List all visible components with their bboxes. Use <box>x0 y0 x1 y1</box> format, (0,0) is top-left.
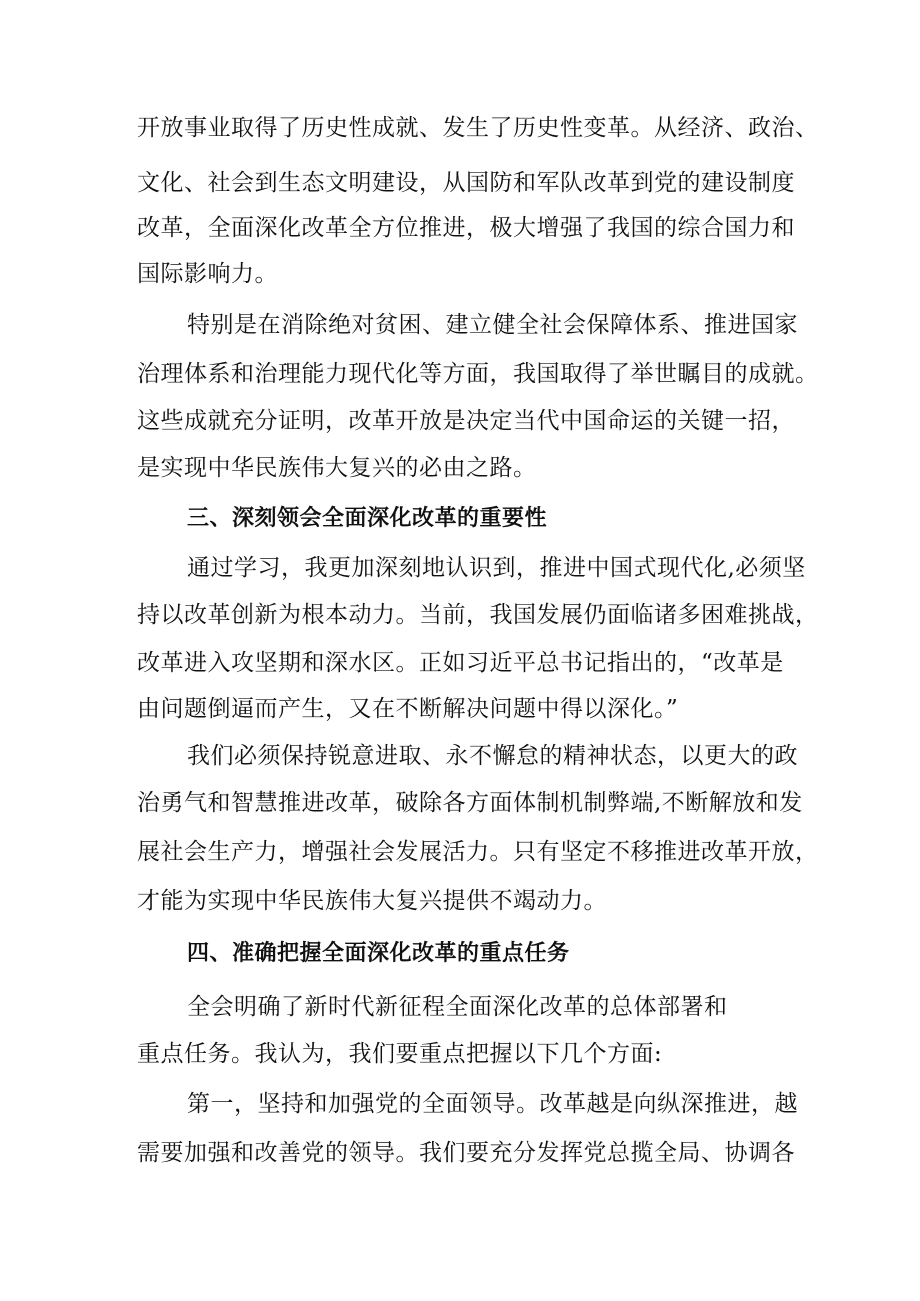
body-text-line: 开放事业取得了历史性成就、发生了历史性变革。从经济、政治、 <box>137 115 819 141</box>
body-text-line: 持以改革创新为根本动力。当前，我国发展仍面临诸多困难挑战， <box>137 602 819 628</box>
body-text-line: 改革进入攻坚期和深水区。正如习近平总书记指出的，“改革是 <box>137 650 784 676</box>
body-text-line: 这些成就充分证明，改革开放是决定当代中国命运的关键一招， <box>137 408 795 434</box>
body-text-line: 才能为实现中华民族伟大复兴提供不竭动力。 <box>137 888 607 914</box>
body-text-line: 文化、社会到生态文明建设，从国防和军队改革到党的建设制度 <box>137 170 795 196</box>
body-text-line: 展社会生产力，增强社会发展活力。只有坚定不移推进改革开放， <box>137 839 819 865</box>
body-text-line: 治理体系和治理能力现代化等方面，我国取得了举世瞩目的成就。 <box>137 361 819 387</box>
body-text-line: 是实现中华民族伟大复兴的必由之路。 <box>137 455 537 481</box>
body-text-line: 治勇气和智慧推进改革，破除各方面体制机制弊端,不断解放和发 <box>137 790 803 816</box>
section-heading-3: 三、深刻领会全面深化改革的重要性 <box>187 506 548 531</box>
body-text-line: 国际影响力。 <box>137 261 278 287</box>
section-heading-4: 四、准确把握全面深化改革的重点任务 <box>187 941 570 966</box>
body-text-line: 重点任务。我认为，我们要重点把握以下几个方面: <box>137 1041 663 1067</box>
paragraph-first-line: 通过学习，我更加深刻地认识到，推进中国式现代化,必须坚 <box>187 555 806 581</box>
body-text-line: 需要加强和改善党的领导。我们要充分发挥党总揽全局、协调各 <box>137 1140 795 1166</box>
paragraph-first-line: 第一，坚持和加强党的全面领导。改革越是向纵深推进，越 <box>187 1091 798 1117</box>
paragraph-first-line: 特别是在消除绝对贫困、建立健全社会保障体系、推进国家 <box>187 312 798 338</box>
paragraph-first-line: 我们必须保持锐意进取、永不懈怠的精神状态，以更大的政 <box>187 743 798 769</box>
body-text-line: 由问题倒逼而产生，又在不断解决问题中得以深化。” <box>137 696 679 722</box>
body-text-line: 改革，全面深化改革全方位推进，极大增强了我国的综合国力和 <box>137 215 795 241</box>
paragraph-first-line: 全会明确了新时代新征程全面深化改革的总体部署和 <box>187 994 728 1020</box>
